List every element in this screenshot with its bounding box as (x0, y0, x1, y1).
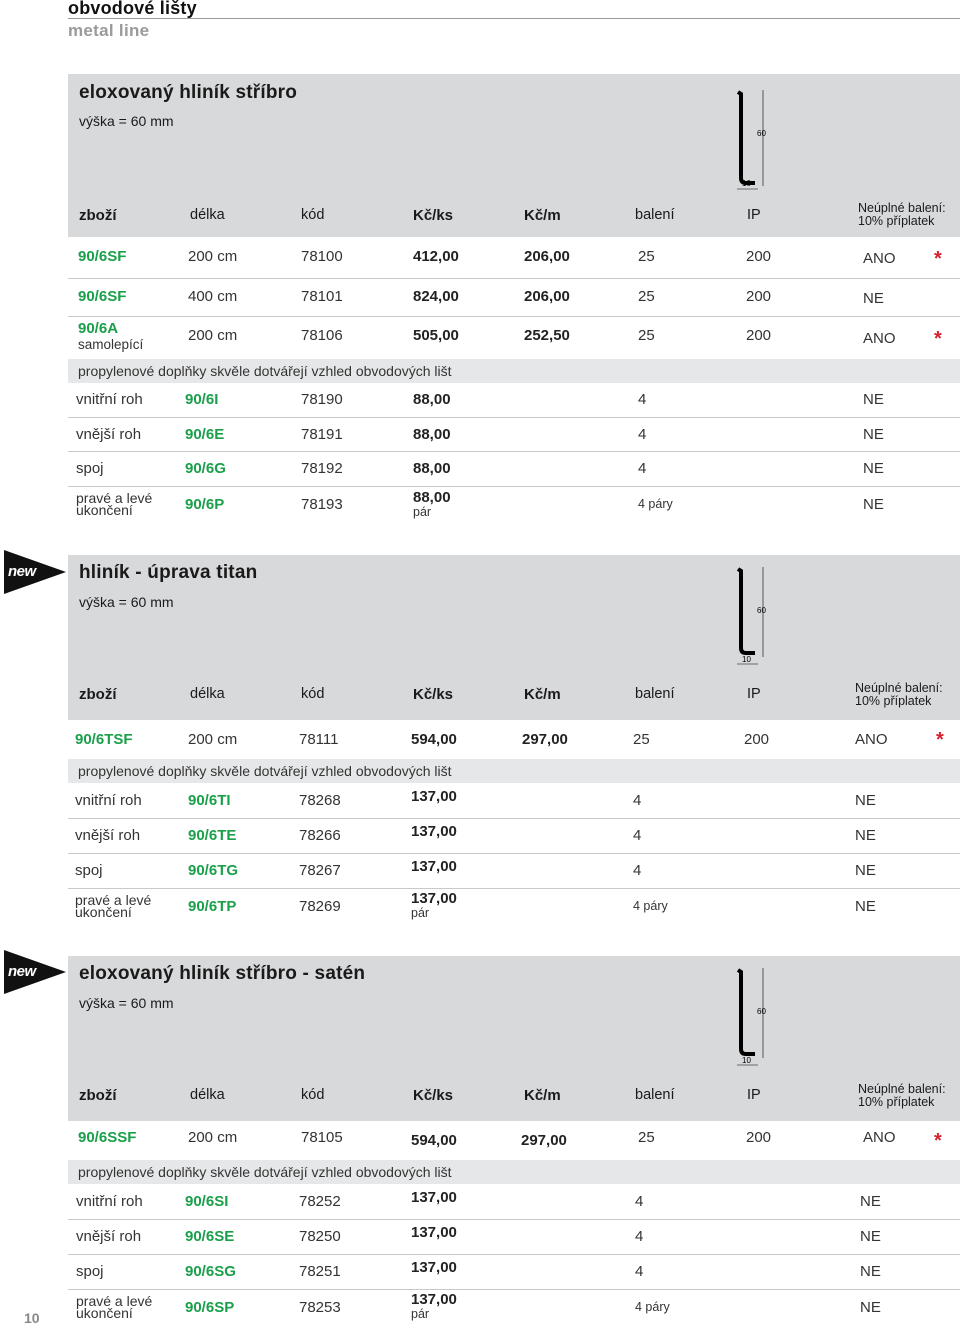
accessory-kod: 78191 (301, 426, 343, 443)
profile-height-label: 60 (757, 129, 766, 138)
accessory-baleni: 4 páry (633, 899, 668, 913)
product-kcks: 505,00 (413, 327, 459, 344)
accessory-code: 90/6E (185, 426, 225, 443)
product-kod: 78111 (299, 731, 339, 748)
accessory-baleni: 4 (635, 1263, 644, 1280)
accessory-neuplne: NE (863, 496, 884, 513)
accessory-name: vnější roh (76, 426, 142, 443)
col-header-baleni: balení (635, 1087, 675, 1103)
col-header-delka: délka (190, 1087, 225, 1103)
product-code: 90/6SF (78, 288, 127, 305)
accessory-price: 137,00 (411, 788, 457, 805)
asterisk-icon: * (934, 248, 942, 270)
col-header-ip: IP (747, 686, 761, 702)
product-length: 200 cm (188, 731, 238, 748)
accessory-row (68, 383, 960, 418)
accessory-price: 137,00 (411, 858, 457, 875)
accessory-baleni: 4 (635, 1193, 644, 1210)
product-kod: 78101 (301, 288, 343, 305)
product-neuplne: ANO (863, 330, 896, 347)
page-subtitle: metal line (68, 21, 150, 40)
neuplne-line2: 10% příplatek (855, 694, 932, 708)
accessory-row (68, 1289, 960, 1325)
product-kcm: 206,00 (524, 248, 570, 265)
product-length: 200 cm (188, 327, 238, 344)
product-ip: 200 (744, 731, 770, 748)
product-code-note: samolepící (78, 337, 144, 352)
accessory-baleni: 4 páry (638, 497, 673, 511)
accessory-kod: 78251 (299, 1263, 341, 1280)
col-header-kc-m: Kč/m (524, 207, 561, 224)
section-eloxovany-stribro (0, 74, 960, 534)
accessory-code: 90/6I (185, 391, 219, 408)
accessory-kod: 78190 (301, 391, 343, 408)
accessory-price-unit: pár (411, 1307, 430, 1321)
accessory-neuplne: NE (860, 1193, 881, 1210)
accessory-neuplne: NE (855, 792, 876, 809)
section-title: eloxovaný hliník stříbro - satén (79, 963, 366, 984)
col-header-kod: kód (301, 207, 325, 223)
product-neuplne: NE (863, 290, 884, 307)
section-title: eloxovaný hliník stříbro (79, 82, 298, 103)
section-height: výška = 60 mm (79, 113, 174, 129)
product-code: 90/6SF (78, 248, 127, 265)
accessory-code: 90/6TI (188, 792, 231, 809)
accessory-code: 90/6TE (188, 827, 237, 844)
accessory-price: 88,00 (413, 489, 451, 506)
accessory-baleni: 4 (638, 426, 647, 443)
col-header-delka: délka (190, 207, 225, 223)
product-kcm: 206,00 (524, 288, 570, 305)
accessory-neuplne: NE (860, 1263, 881, 1280)
accessory-neuplne: NE (855, 827, 876, 844)
product-kcm: 297,00 (521, 1132, 567, 1149)
table-row (68, 316, 960, 360)
col-header-kc-ks: Kč/ks (413, 1087, 454, 1104)
col-header-kod: kód (301, 686, 325, 702)
accessory-neuplne: NE (855, 898, 876, 915)
accessory-code: 90/6G (185, 460, 226, 477)
profile-drawing-icon (728, 563, 778, 671)
promo-banner (68, 359, 960, 383)
page-number: 10 (24, 1310, 40, 1326)
asterisk-icon: * (934, 1130, 942, 1152)
profile-width-label: 10 (742, 179, 751, 188)
accessory-price-unit: pár (413, 505, 432, 519)
accessory-name: pravé a levé (75, 892, 152, 908)
product-neuplne: ANO (863, 250, 896, 267)
accessory-row (68, 888, 960, 924)
accessory-row (68, 486, 960, 522)
accessory-neuplne: NE (863, 426, 884, 443)
accessory-name: vnitřní roh (76, 1193, 143, 1210)
profile-drawing-icon (728, 86, 778, 194)
accessory-name-line2: ukončení (75, 904, 132, 920)
accessory-name: spoj (76, 1263, 104, 1280)
promo-text: propylenové doplňky skvěle dotvářejí vzhled obvodových lišt (78, 763, 452, 779)
accessory-name: vnitřní roh (75, 792, 142, 809)
new-badge-label: new (8, 963, 36, 980)
accessory-name: pravé a levé (76, 1293, 153, 1309)
col-header-zbozi: zboží (79, 207, 117, 224)
accessory-name: pravé a levé (76, 490, 153, 506)
product-ip: 200 (746, 248, 772, 265)
product-ip: 200 (746, 1129, 772, 1146)
accessory-price: 137,00 (411, 1189, 457, 1206)
accessory-neuplne: NE (860, 1299, 881, 1316)
product-kod: 78105 (301, 1129, 343, 1146)
product-kcks: 412,00 (413, 248, 459, 265)
promo-banner (68, 759, 960, 783)
accessory-kod: 78253 (299, 1299, 341, 1316)
col-header-zbozi: zboží (79, 686, 117, 703)
asterisk-icon: * (934, 328, 942, 350)
col-header-baleni: balení (635, 686, 675, 702)
accessory-price: 88,00 (413, 426, 451, 443)
accessory-name: vnější roh (76, 1228, 142, 1245)
new-badge (4, 550, 66, 594)
table-row (68, 721, 960, 760)
accessory-baleni: 4 (638, 460, 647, 477)
accessory-neuplne: NE (860, 1228, 881, 1245)
accessory-row (68, 1254, 960, 1290)
accessory-kod: 78269 (299, 898, 341, 915)
accessory-baleni: 4 (633, 862, 642, 879)
accessory-code: 90/6SP (185, 1299, 235, 1316)
product-baleni: 25 (638, 288, 655, 305)
accessory-name-line2: ukončení (76, 502, 133, 518)
section-stribro-saten (0, 956, 960, 1326)
section-hlinik-titan (0, 555, 960, 935)
col-header-kc-ks: Kč/ks (413, 207, 454, 224)
product-kod: 78100 (301, 248, 343, 265)
accessory-code: 90/6SI (185, 1193, 229, 1210)
new-badge-label: new (8, 563, 36, 580)
accessory-price: 137,00 (411, 823, 457, 840)
col-header-ip: IP (747, 1087, 761, 1103)
accessory-kod: 78250 (299, 1228, 341, 1245)
accessory-code: 90/6P (185, 496, 225, 513)
neuplne-line1: Neúplné balení: (858, 201, 946, 215)
col-header-ip: IP (747, 207, 761, 223)
accessory-row (68, 818, 960, 854)
accessory-price: 137,00 (411, 890, 457, 907)
product-neuplne: ANO (863, 1129, 896, 1146)
accessory-row (68, 1184, 960, 1220)
neuplne-line1: Neúplné balení: (858, 1082, 946, 1096)
product-kcks: 594,00 (411, 1132, 457, 1149)
accessory-code: 90/6TG (188, 862, 239, 879)
accessory-name: vnitřní roh (76, 391, 143, 408)
accessory-code: 90/6SE (185, 1228, 235, 1245)
product-ip: 200 (746, 288, 772, 305)
accessory-name: spoj (76, 460, 104, 477)
product-length: 200 cm (188, 248, 238, 265)
accessory-baleni: 4 (633, 827, 642, 844)
accessory-kod: 78252 (299, 1193, 341, 1210)
product-code: 90/6TSF (75, 731, 133, 748)
col-header-kc-ks: Kč/ks (413, 686, 454, 703)
accessory-neuplne: NE (863, 391, 884, 408)
profile-drawing-icon (728, 964, 778, 1072)
accessory-price: 137,00 (411, 1224, 457, 1241)
accessory-price: 137,00 (411, 1291, 457, 1308)
accessory-baleni: 4 (635, 1228, 644, 1245)
neuplne-line2: 10% příplatek (858, 1095, 935, 1109)
product-kcm: 252,50 (524, 327, 570, 344)
accessory-baleni: 4 (633, 792, 642, 809)
accessory-kod: 78268 (299, 792, 341, 809)
new-badge (4, 950, 66, 994)
accessory-code: 90/6TP (188, 898, 237, 915)
col-header-kod: kód (301, 1087, 325, 1103)
table-row (68, 238, 960, 279)
accessory-neuplne: NE (863, 460, 884, 477)
accessory-name: spoj (75, 862, 103, 879)
neuplne-line1: Neúplné balení: (855, 681, 943, 695)
product-baleni: 25 (638, 327, 655, 344)
promo-text: propylenové doplňky skvěle dotvářejí vzhled obvodových lišt (78, 363, 452, 379)
accessory-price: 88,00 (413, 391, 451, 408)
product-baleni: 25 (638, 248, 655, 265)
col-header-zbozi: zboží (79, 1087, 117, 1104)
accessory-name: vnější roh (75, 827, 141, 844)
promo-text: propylenové doplňky skvěle dotvářejí vzhled obvodových lišt (78, 1164, 452, 1180)
col-header-baleni: balení (635, 207, 675, 223)
col-header-neuplne (858, 1083, 946, 1109)
neuplne-line2: 10% příplatek (858, 214, 935, 228)
col-header-delka: délka (190, 686, 225, 702)
promo-banner (68, 1160, 960, 1184)
accessory-code: 90/6SG (185, 1263, 236, 1280)
product-ip: 200 (746, 327, 772, 344)
accessory-row (68, 451, 960, 487)
accessory-price: 88,00 (413, 460, 451, 477)
page-title: obvodové lišty (68, 0, 197, 18)
col-header-kc-m: Kč/m (524, 686, 561, 703)
section-height: výška = 60 mm (79, 594, 174, 610)
accessory-neuplne: NE (855, 862, 876, 879)
product-baleni: 25 (633, 731, 650, 748)
accessory-kod: 78266 (299, 827, 341, 844)
section-title: hliník - úprava titan (79, 562, 258, 583)
product-kod: 78106 (301, 327, 343, 344)
product-kcm: 297,00 (522, 731, 568, 748)
title-divider (68, 18, 960, 19)
col-header-neuplne (858, 202, 946, 228)
product-kcks: 594,00 (411, 731, 457, 748)
accessory-row (68, 417, 960, 452)
col-header-neuplne (855, 682, 943, 708)
product-code: 90/6SSF (78, 1129, 137, 1146)
product-kcks: 824,00 (413, 288, 459, 305)
product-code: 90/6A (78, 320, 119, 337)
product-length: 400 cm (188, 288, 238, 305)
accessory-kod: 78193 (301, 496, 343, 513)
product-length: 200 cm (188, 1129, 238, 1146)
profile-width-label: 10 (742, 655, 751, 664)
col-header-kc-m: Kč/m (524, 1087, 561, 1104)
accessory-name-line2: ukončení (76, 1305, 133, 1321)
accessory-baleni: 4 páry (635, 1300, 670, 1314)
section-height: výška = 60 mm (79, 995, 174, 1011)
accessory-row (68, 783, 960, 819)
accessory-row (68, 1219, 960, 1255)
profile-height-label: 60 (757, 1007, 766, 1016)
asterisk-icon: * (936, 729, 944, 751)
table-row (68, 1122, 960, 1161)
profile-width-label: 10 (742, 1056, 751, 1065)
product-neuplne: ANO (855, 731, 888, 748)
table-row (68, 278, 960, 317)
product-baleni: 25 (638, 1129, 655, 1146)
accessory-kod: 78192 (301, 460, 343, 477)
accessory-row (68, 853, 960, 889)
accessory-price-unit: pár (411, 906, 430, 920)
accessory-kod: 78267 (299, 862, 341, 879)
accessory-price: 137,00 (411, 1259, 457, 1276)
accessory-baleni: 4 (638, 391, 647, 408)
profile-height-label: 60 (757, 606, 766, 615)
